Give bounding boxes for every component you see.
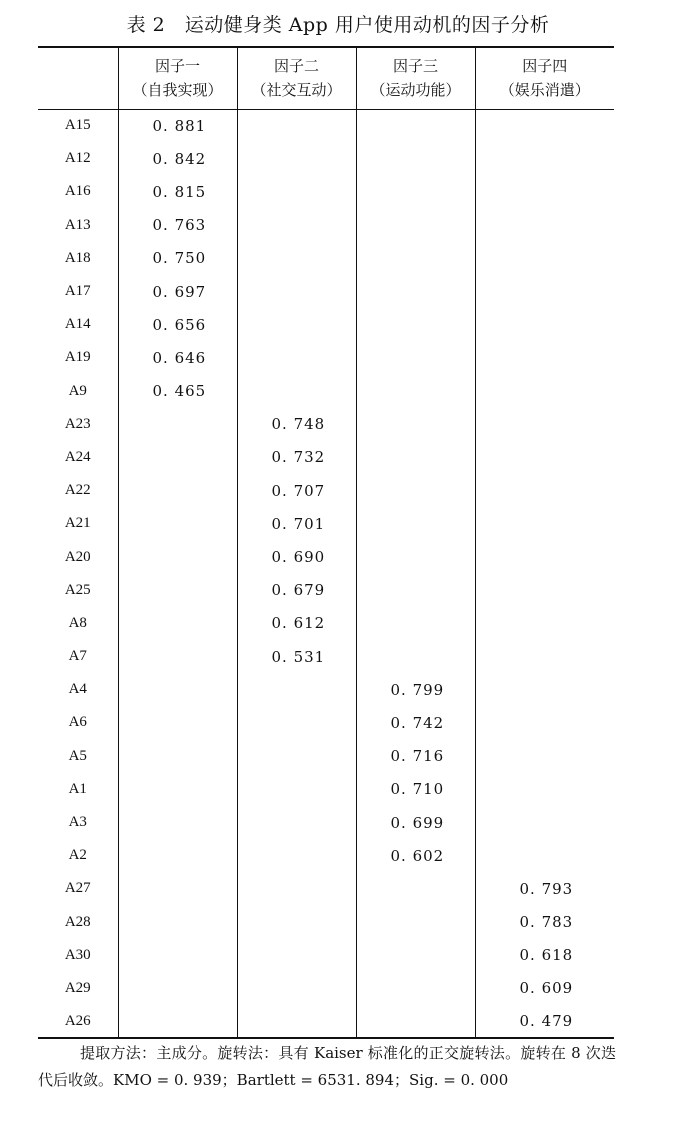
loading-cell-factor-4 — [475, 839, 614, 872]
loading-cell-factor-1 — [118, 574, 237, 607]
table-row — [38, 408, 614, 441]
loading-cell-factor-1 — [118, 773, 237, 806]
table-row — [38, 574, 614, 607]
table-row — [38, 972, 614, 1005]
table-row — [38, 1005, 614, 1038]
loading-cell-factor-1: 0. 646 — [118, 341, 237, 374]
row-label: A30 — [64, 946, 91, 963]
loading-cell-factor-3: 0. 710 — [356, 773, 475, 806]
header-factor-desc: （娱乐消遣） — [499, 81, 590, 100]
row-label: A22 — [64, 482, 91, 499]
table-row — [38, 175, 614, 208]
loading-cell-factor-1: 0. 750 — [118, 242, 237, 275]
loading-cell-factor-2 — [237, 806, 356, 839]
loading-cell-factor-2: 0. 531 — [237, 640, 356, 673]
loading-cell-factor-2 — [237, 209, 356, 242]
loading-cell-factor-3 — [356, 441, 475, 474]
header-factor-desc: （社交互动） — [251, 81, 342, 100]
row-label: A21 — [64, 515, 91, 532]
loading-cell-factor-1 — [118, 507, 237, 540]
loading-cell-factor-3: 0. 799 — [356, 673, 475, 706]
row-label: A3 — [68, 814, 87, 831]
loading-cell-factor-2 — [237, 872, 356, 905]
loading-cell-factor-2 — [237, 939, 356, 972]
table-row — [38, 507, 614, 540]
header-cell-factor-2 — [237, 47, 356, 109]
loading-cell-factor-2 — [237, 109, 356, 142]
loading-cell-factor-4 — [475, 806, 614, 839]
loading-cell-factor-3 — [356, 142, 475, 175]
loading-cell-factor-4 — [475, 574, 614, 607]
loading-cell-factor-3 — [356, 175, 475, 208]
loading-cell-factor-4 — [475, 209, 614, 242]
loading-cell-factor-1: 0. 842 — [118, 142, 237, 175]
row-label: A26 — [38, 1005, 118, 1038]
loading-cell-factor-2: 0. 612 — [237, 607, 356, 640]
row-label: A5 — [68, 747, 87, 764]
loading-cell-factor-3: 0. 602 — [356, 839, 475, 872]
row-label: A9 — [68, 382, 87, 399]
loading-cell-factor-2 — [237, 142, 356, 175]
table-row — [38, 441, 614, 474]
loading-cell-factor-4: 0. 609 — [475, 972, 614, 1005]
loading-cell-factor-3 — [356, 375, 475, 408]
loading-cell-factor-4 — [475, 109, 614, 142]
loading-cell-factor-2 — [237, 972, 356, 1005]
loading-cell-factor-1 — [118, 408, 237, 441]
loading-cell-factor-3: 0. 699 — [356, 806, 475, 839]
loading-cell-factor-2: 0. 679 — [237, 574, 356, 607]
table-row — [38, 806, 614, 839]
loading-cell-factor-3: 0. 742 — [356, 706, 475, 739]
loading-cell-factor-1 — [118, 474, 237, 507]
loading-cell-factor-1 — [118, 540, 237, 573]
loading-cell-factor-1 — [118, 673, 237, 706]
loading-cell-factor-3 — [356, 109, 475, 142]
header-cell-item — [38, 47, 118, 109]
header-cell-factor-3 — [356, 47, 475, 109]
table-row — [38, 839, 614, 872]
row-label: A1 — [68, 780, 87, 797]
loading-cell-factor-3 — [356, 906, 475, 939]
row-label: A24 — [64, 448, 91, 465]
header-factor-name: 因子二 — [273, 57, 319, 76]
loading-cell-factor-3 — [356, 209, 475, 242]
loading-cell-factor-4: 0. 618 — [475, 939, 614, 972]
loading-cell-factor-4 — [475, 275, 614, 308]
row-label: A7 — [68, 648, 87, 665]
table-row — [38, 607, 614, 640]
row-label: A4 — [68, 681, 87, 698]
loading-cell-factor-1 — [118, 607, 237, 640]
loading-cell-factor-1 — [118, 906, 237, 939]
header-factor-name: 因子一 — [154, 57, 200, 76]
table-row — [38, 242, 614, 275]
loading-cell-factor-4 — [475, 341, 614, 374]
loading-cell-factor-4 — [475, 507, 614, 540]
row-label: A16 — [64, 183, 91, 200]
loading-cell-factor-2 — [237, 341, 356, 374]
header-row — [38, 47, 614, 109]
row-label: A25 — [64, 581, 91, 598]
loading-cell-factor-2: 0. 690 — [237, 540, 356, 573]
loading-cell-factor-1 — [118, 441, 237, 474]
row-label: A23 — [64, 415, 91, 432]
table-row — [38, 906, 614, 939]
loading-cell-factor-2 — [237, 906, 356, 939]
loading-cell-factor-2: 0. 707 — [237, 474, 356, 507]
loading-cell-factor-4 — [475, 441, 614, 474]
table-note: 提取方法：主成分。旋转法：具有 Kaiser 标准化的正交旋转法。旋转在 8 次迭代后收敛。KMO = 0. 939；Bartlett = 6531. 894；Sig. = 0. 000 — [38, 1044, 616, 1089]
table-body — [38, 109, 614, 1038]
loading-cell-factor-4 — [475, 474, 614, 507]
loading-cell-factor-4 — [475, 242, 614, 275]
loading-cell-factor-3 — [356, 308, 475, 341]
loading-cell-factor-1 — [118, 640, 237, 673]
loading-cell-factor-2 — [237, 175, 356, 208]
loading-cell-factor-3 — [356, 607, 475, 640]
loading-cell-factor-2: 0. 732 — [237, 441, 356, 474]
table-row — [38, 640, 614, 673]
loading-cell-factor-3 — [356, 872, 475, 905]
loading-cell-factor-1: 0. 763 — [118, 209, 237, 242]
row-label: A6 — [68, 714, 87, 731]
loading-cell-factor-1: 0. 881 — [118, 109, 237, 142]
loading-cell-factor-4: 0. 783 — [475, 906, 614, 939]
loading-cell-factor-1: 0. 465 — [118, 375, 237, 408]
table-row — [38, 673, 614, 706]
loading-cell-factor-3 — [356, 540, 475, 573]
row-label: A28 — [64, 913, 91, 930]
loading-cell-factor-4 — [475, 773, 614, 806]
table-row — [38, 872, 614, 905]
header-factor-name: 因子四 — [522, 57, 568, 76]
loading-cell-factor-2 — [237, 375, 356, 408]
row-label: A8 — [68, 614, 87, 631]
loading-cell-factor-3 — [356, 507, 475, 540]
loading-cell-factor-3 — [356, 972, 475, 1005]
loading-cell-factor-1 — [118, 872, 237, 905]
loading-cell-factor-2 — [237, 740, 356, 773]
row-label: A12 — [64, 150, 91, 167]
table-row — [38, 142, 614, 175]
loading-cell-factor-4 — [475, 640, 614, 673]
header-factor-desc: （运动功能） — [370, 81, 461, 100]
loading-cell-factor-1: 0. 815 — [118, 175, 237, 208]
table-row — [38, 341, 614, 374]
row-label: A19 — [64, 349, 91, 366]
table-row — [38, 706, 614, 739]
loading-cell-factor-4 — [475, 408, 614, 441]
table-row — [38, 209, 614, 242]
loading-cell-factor-2 — [237, 1005, 356, 1038]
loading-cell-factor-3 — [356, 408, 475, 441]
row-label: A29 — [64, 979, 91, 996]
loading-cell-factor-4 — [475, 740, 614, 773]
table-row — [38, 308, 614, 341]
loading-cell-factor-1 — [118, 839, 237, 872]
loading-cell-factor-4 — [475, 706, 614, 739]
loading-cell-factor-3 — [356, 474, 475, 507]
row-label: A2 — [68, 847, 87, 864]
row-label: A14 — [64, 316, 91, 333]
loading-cell-factor-2 — [237, 773, 356, 806]
loading-cell-factor-2 — [237, 275, 356, 308]
row-label: A13 — [64, 216, 91, 233]
loading-cell-factor-4 — [475, 540, 614, 573]
loading-cell-factor-4: 0. 793 — [475, 872, 614, 905]
loading-cell-factor-3 — [356, 275, 475, 308]
loading-cell-factor-4 — [475, 673, 614, 706]
loading-cell-factor-1 — [118, 939, 237, 972]
loading-cell-factor-4 — [475, 175, 614, 208]
table-row — [38, 939, 614, 972]
loading-cell-factor-2: 0. 701 — [237, 507, 356, 540]
table-row — [38, 474, 614, 507]
loading-cell-factor-4 — [475, 308, 614, 341]
loading-cell-factor-2 — [237, 242, 356, 275]
header-cell-factor-4 — [475, 47, 614, 109]
loading-cell-factor-3 — [356, 242, 475, 275]
loading-cell-factor-2 — [237, 839, 356, 872]
table-row — [38, 773, 614, 806]
factor-loading-table — [38, 46, 614, 1039]
row-label: A17 — [64, 283, 91, 300]
table-title: 表 2 运动健身类 App 用户使用动机的因子分析 — [126, 14, 550, 36]
header-factor-name: 因子三 — [392, 57, 438, 76]
table-row — [38, 540, 614, 573]
header-cell-factor-1 — [118, 47, 237, 109]
loading-cell-factor-3 — [356, 1005, 475, 1038]
loading-cell-factor-1: 0. 656 — [118, 308, 237, 341]
row-label: A27 — [64, 880, 91, 897]
loading-cell-factor-3 — [356, 939, 475, 972]
loading-cell-factor-3: 0. 716 — [356, 740, 475, 773]
loading-cell-factor-2 — [237, 308, 356, 341]
loading-cell-factor-2 — [237, 706, 356, 739]
loading-cell-factor-1: 0. 697 — [118, 275, 237, 308]
loading-cell-factor-3 — [356, 341, 475, 374]
table-row — [38, 109, 614, 142]
row-label: A15 — [64, 117, 91, 134]
loading-cell-factor-3 — [356, 640, 475, 673]
loading-cell-factor-3 — [356, 574, 475, 607]
loading-cell-factor-1 — [118, 806, 237, 839]
table-row — [38, 275, 614, 308]
loading-cell-factor-1 — [118, 972, 237, 1005]
loading-cell-factor-2: 0. 748 — [237, 408, 356, 441]
loading-cell-factor-4 — [475, 142, 614, 175]
row-label: A20 — [64, 548, 91, 565]
header-factor-desc: （自我实现） — [132, 81, 223, 100]
table-row — [38, 740, 614, 773]
table-row — [38, 375, 614, 408]
loading-cell-factor-1 — [118, 1005, 237, 1038]
loading-cell-factor-2 — [237, 673, 356, 706]
loading-cell-factor-1 — [118, 740, 237, 773]
loading-cell-factor-4: 0. 479 — [475, 1005, 614, 1038]
loading-cell-factor-4 — [475, 607, 614, 640]
row-label: A18 — [64, 249, 91, 266]
loading-cell-factor-4 — [475, 375, 614, 408]
loading-cell-factor-1 — [118, 706, 237, 739]
